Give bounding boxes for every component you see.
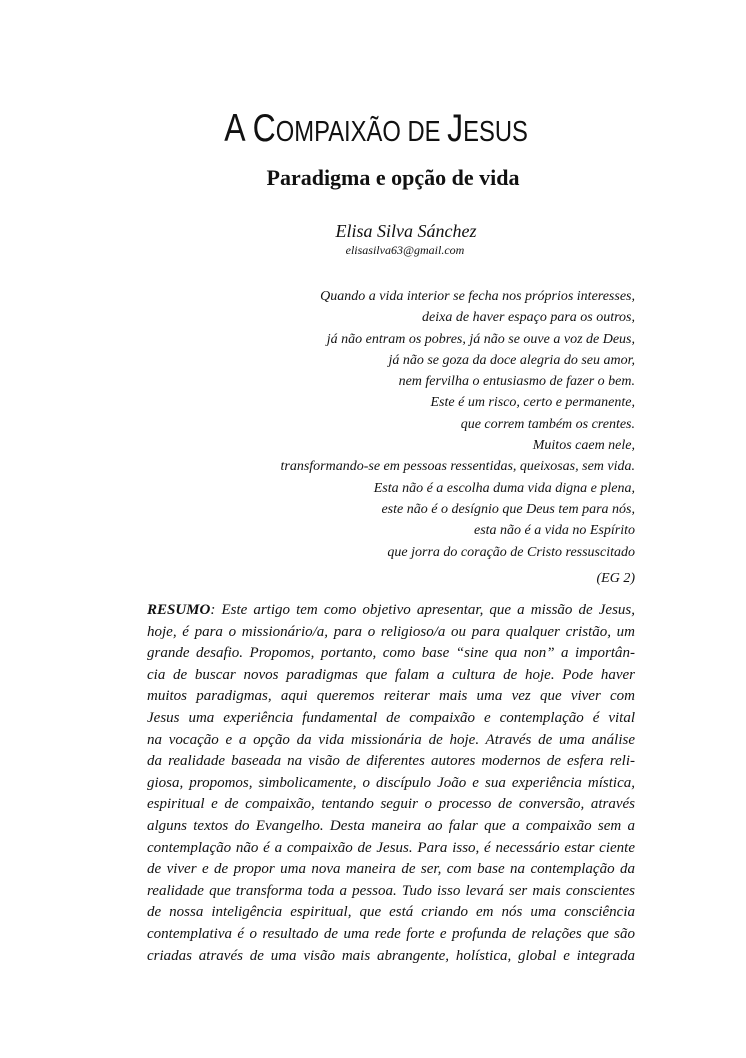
epigraph-line: que correm também os crentes.	[460, 416, 635, 432]
abstract-line: Jesus uma experiência fundamental de compaixão e contemplação é vital	[147, 709, 635, 726]
abstract-line: contemplativa é o resultado de uma rede forte e profunda de relações que são	[147, 925, 635, 942]
title-part: ESUS	[463, 116, 528, 148]
epigraph	[175, 286, 635, 563]
epigraph-line: esta não é a vida no Espírito	[474, 523, 635, 539]
title-part: J	[447, 107, 464, 150]
epigraph-line: já não se goza da doce alegria do seu amor,	[388, 352, 635, 368]
abstract-line: hoje, é para o missionário/a, para o religioso/a ou para qualquer cristão, um	[147, 623, 635, 640]
abstract-line: de viver e de propor uma nova maneira de ser, com base na contemplação da	[147, 861, 635, 878]
title-part: OMPAIXÃO DE	[275, 116, 448, 148]
abstract-line: de nossa inteligência espiritual, que está criando em nós uma consciência	[147, 904, 635, 921]
article-title	[70, 105, 682, 156]
abstract-line: cia de buscar novos paradigmas que falam a cultura de hoje. Pode haver	[147, 666, 635, 683]
epigraph-line: deixa de haver espaço para os outros,	[422, 310, 635, 326]
epigraph-line: já não entram os pobres, já não se ouve a voz de Deus,	[326, 331, 635, 347]
epigraph-line: Quando a vida interior se fecha nos próprios interesses,	[320, 289, 635, 304]
author-name: Elisa Silva Sánchez	[335, 221, 477, 241]
epigraph-line: Esta não é a escolha duma vida digna e plena,	[373, 480, 635, 496]
epigraph-line: Muitos caem nele,	[532, 438, 635, 454]
abstract-line: da realidade baseada na visão de diferentes autores modernos de esfera reli-	[147, 753, 635, 770]
abstract-line	[147, 600, 635, 622]
author-email: elisasilva63@gmail.com	[345, 243, 465, 257]
abstract-line: na vocação e a opção da vida missionária de hoje. Através de uma análise	[147, 731, 635, 748]
article-subtitle: Paradigma e opção de vida	[266, 165, 520, 190]
epigraph-line: Este é um risco, certo e permanente,	[430, 395, 635, 411]
epigraph-line: nem fervilha o entusiasmo de fazer o bem.	[398, 374, 635, 390]
abstract-line: muitos paradigmas, aqui queremos reiterar mais uma vez que viver com	[147, 688, 635, 705]
abstract-line: realidade que transforma toda a pessoa. Tudo isso levará ser mais conscientes	[147, 882, 635, 899]
epigraph-citation: (EG 2)	[596, 571, 635, 586]
abstract	[147, 600, 635, 967]
epigraph-line: transformando-se em pessoas ressentidas, queixosas, sem vida.	[280, 459, 635, 475]
title-part: A C	[224, 107, 276, 150]
epigraph-line: este não é o desígnio que Deus tem para nós,	[381, 501, 635, 517]
abstract-first-line: : Este artigo tem como objetivo apresentar, que a missão de Jesus,	[210, 602, 635, 618]
abstract-line: espiritual e de compaixão, tentando seguir o processo de conversão, através	[147, 796, 635, 813]
abstract-label: RESUMO	[147, 602, 211, 618]
abstract-line: criadas através de uma visão mais abrangente, holística, global e integrada	[147, 947, 635, 964]
abstract-line: grande desafio. Propomos, portanto, como base “sine qua non” a importân-	[147, 645, 635, 662]
abstract-line: contemplação não é a compaixão de Jesus. Para isso, é necessário estar ciente	[147, 839, 635, 856]
abstract-line: giosa, propomos, simbolicamente, o discípulo João e sua experiência mística,	[147, 774, 635, 791]
epigraph-line: que jorra do coração de Cristo ressuscitado	[387, 544, 635, 560]
abstract-line: alguns textos do Evangelho. Desta maneira ao falar que a compaixão sem a	[147, 817, 635, 834]
